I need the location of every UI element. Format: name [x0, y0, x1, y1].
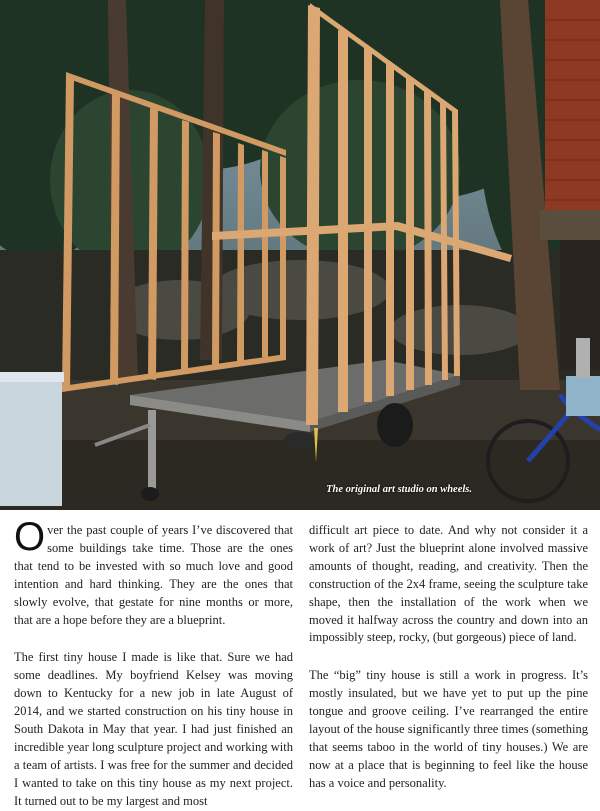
paragraph-text: ver the past couple of years I’ve discovered that some buildings take time. Those are the ones that tend to be invested with so much love and good intention and hard thinking. They are the ones that slowly evolve, that gestate for nine months or more, that are a hope before they are a blueprint.	[14, 523, 293, 627]
paragraph: The “big” tiny house is still a work in progress. It’s mostly insulated, but we have yet to put up the pine tongue and groove ceiling. I’ve rearranged the entire layout of the house significantly three times (something that seems taboo in the world of tiny houses.) We are now at a place that is beginning to feel like the house has a voice and personality.	[309, 668, 588, 790]
paragraph: The first tiny house I made is like that. Sure we had some deadlines. My boyfriend Kelsey was moving down to Kentucky for a new job in late August of 2014, and we started construction on his tiny house in South Dakota in May that year. I had just finished an incredible year long sculpture project and working with a team of artists. I was free for the summer and decided I wanted to take on this tiny house as my next project. It turned out to be my largest and most	[14, 650, 293, 808]
article-body	[14, 515, 588, 808]
drop-cap: O	[14, 515, 46, 559]
article-column-left	[14, 515, 293, 808]
paragraph	[14, 515, 293, 629]
photo-caption: The original art studio on wheels.	[326, 484, 472, 495]
paragraph: difficult art piece to date. And why not consider it a work of art? Just the blueprint alone involved massive amounts of thought, reading, and creativity. Then the construction of the 2x4 frame, seeing the sculpture take shape, then the installation of the work when we moved it halfway across the country and down into an impossibly steep, rocky, (but gorgeous) piece of land.	[309, 523, 588, 645]
article-column-right	[309, 522, 588, 794]
